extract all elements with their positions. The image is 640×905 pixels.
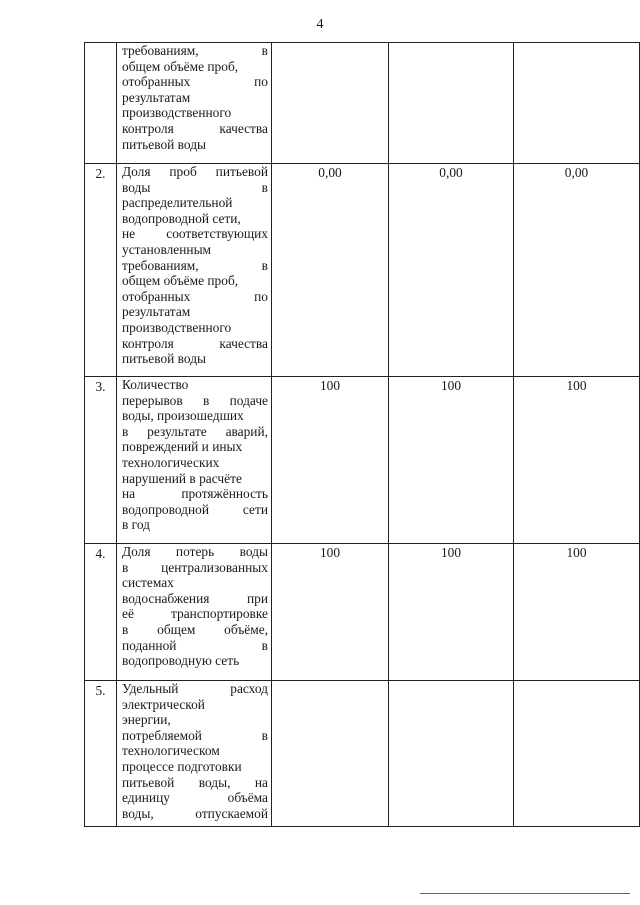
description-line [122, 591, 268, 607]
description-word: общем [157, 621, 196, 637]
description-word: подаче [229, 392, 268, 408]
row-number [85, 43, 117, 164]
description-line [122, 74, 268, 90]
description-word: транспортировке [171, 606, 268, 622]
description-word: при [246, 590, 268, 606]
description-line [122, 195, 268, 211]
indicator-table [84, 42, 640, 827]
description-word: на [254, 774, 268, 790]
table-row [85, 377, 640, 544]
description-word: водопроводной сети, [122, 210, 241, 226]
description-word: технологических [122, 454, 220, 470]
row-number: 4. [85, 544, 117, 681]
table-row [85, 681, 640, 827]
description-word: требованиям, [122, 43, 199, 58]
description-line [122, 606, 268, 622]
description-word: Доля [122, 164, 151, 179]
indicator-value: 0,00 [514, 164, 640, 377]
description-line [122, 502, 268, 518]
description-word: электрической [122, 696, 205, 712]
description-line [122, 393, 268, 409]
description-word: потерь [175, 544, 215, 559]
description-line [122, 775, 268, 791]
description-line [122, 544, 268, 560]
description-word: питьевой [215, 164, 268, 179]
description-word: в год [122, 517, 150, 533]
description-word: в [261, 257, 268, 273]
description-line [122, 790, 268, 806]
scan-artifact-line [420, 893, 630, 894]
description-word: результатам [122, 89, 191, 105]
row-number: 5. [85, 681, 117, 827]
indicator-value [514, 681, 640, 827]
description-line [122, 289, 268, 305]
description-word: воды, [198, 774, 231, 790]
description-word: аварий, [225, 423, 268, 439]
description-word: в [203, 392, 210, 408]
indicator-description [117, 164, 272, 377]
table-row [85, 164, 640, 377]
indicator-value [514, 43, 640, 164]
indicator-value: 100 [514, 544, 640, 681]
description-word: качества [219, 335, 268, 351]
description-word: общем объёме проб, [122, 58, 239, 74]
row-number: 3. [85, 377, 117, 544]
description-word: питьевой [122, 774, 175, 790]
description-line [122, 439, 268, 455]
description-word: нарушений в расчёте [122, 470, 242, 486]
description-word: сети [242, 501, 268, 517]
description-word: не [122, 226, 136, 242]
description-line [122, 164, 268, 180]
description-line [122, 408, 268, 424]
description-word: водопроводной [122, 501, 209, 517]
description-line [122, 242, 268, 258]
description-line [122, 304, 268, 320]
indicator-value: 100 [389, 544, 514, 681]
description-word: качества [219, 120, 268, 136]
description-word: отпускаемой [195, 805, 268, 821]
description-line [122, 622, 268, 638]
description-word: водопроводную сеть [122, 653, 240, 669]
description-line [122, 471, 268, 487]
description-word: единицу [122, 790, 170, 806]
indicator-value: 100 [272, 377, 389, 544]
description-word: в [261, 637, 268, 653]
description-line [122, 759, 268, 775]
table-row [85, 43, 640, 164]
description-word: общем объёме проб, [122, 273, 239, 289]
description-line [122, 90, 268, 106]
description-line [122, 743, 268, 759]
description-word: контроля [122, 335, 174, 351]
indicator-value [389, 43, 514, 164]
description-word: централизованных [161, 559, 268, 575]
description-line [122, 336, 268, 352]
description-word: питьевой воды [122, 136, 207, 152]
description-line [122, 105, 268, 121]
description-word: Доля [122, 544, 151, 559]
description-word: потребляемой [122, 727, 202, 743]
description-word: распределительной [122, 195, 233, 211]
description-line [122, 180, 268, 196]
description-word: объёма [227, 790, 268, 806]
description-word: воды [122, 179, 151, 195]
description-word: требованиям, [122, 257, 199, 273]
description-word: в [261, 727, 268, 743]
row-number: 2. [85, 164, 117, 377]
description-line [122, 424, 268, 440]
indicator-description [117, 377, 272, 544]
indicator-value [389, 681, 514, 827]
indicator-value: 100 [389, 377, 514, 544]
description-word: результатам [122, 304, 191, 320]
description-word: производственного [122, 105, 232, 121]
description-line [122, 575, 268, 591]
description-line [122, 137, 268, 153]
description-line [122, 258, 268, 274]
page-number: 4 [316, 17, 324, 32]
indicator-value: 100 [272, 544, 389, 681]
description-line [122, 560, 268, 576]
indicator-description [117, 681, 272, 827]
description-word: результате [147, 423, 207, 439]
indicator-description [117, 43, 272, 164]
description-line [122, 226, 268, 242]
description-word: Количество [122, 377, 189, 392]
description-line [122, 351, 268, 367]
description-word: протяжённость [181, 486, 268, 502]
description-line [122, 728, 268, 744]
description-word: процессе подготовки [122, 758, 242, 774]
description-word: установленным [122, 241, 212, 257]
description-word: на [122, 486, 136, 502]
description-word: технологическом [122, 743, 220, 759]
description-line [122, 211, 268, 227]
description-line [122, 59, 268, 75]
description-word: отобранных [122, 74, 191, 90]
description-word: в [261, 43, 268, 58]
description-word: воды, произошедших [122, 408, 244, 424]
description-line [122, 806, 268, 822]
description-word: расход [230, 681, 268, 696]
indicator-value [272, 43, 389, 164]
description-word: производственного [122, 319, 232, 335]
description-line [122, 517, 268, 533]
indicator-value [272, 681, 389, 827]
description-line [122, 320, 268, 336]
description-word: в [122, 559, 129, 575]
description-word: системах [122, 575, 174, 591]
description-word: энергии, [122, 712, 171, 728]
description-line [122, 43, 268, 59]
description-word: в [122, 621, 129, 637]
description-word: питьевой воды [122, 351, 207, 367]
indicator-value: 100 [514, 377, 640, 544]
description-word: проб [169, 164, 197, 179]
description-line [122, 697, 268, 713]
description-word: объёме, [224, 621, 268, 637]
description-word: повреждений и иных [122, 439, 243, 455]
description-line [122, 455, 268, 471]
description-word: контроля [122, 120, 174, 136]
table-row [85, 544, 640, 681]
indicator-value: 0,00 [389, 164, 514, 377]
description-word: поданной [122, 637, 177, 653]
description-word: её [122, 606, 134, 622]
description-word: в [261, 179, 268, 195]
description-line [122, 121, 268, 137]
description-word: водоснабжения [122, 590, 210, 606]
description-word: соответствующих [166, 226, 268, 242]
description-word: перерывов [122, 392, 183, 408]
description-word: воды, [122, 805, 154, 821]
description-line [122, 377, 268, 393]
description-line [122, 638, 268, 654]
indicator-value: 0,00 [272, 164, 389, 377]
description-word: по [254, 288, 268, 304]
description-word: воды [239, 544, 268, 559]
description-line [122, 681, 268, 697]
description-word: Удельный [122, 681, 179, 696]
description-line [122, 653, 268, 669]
description-word: отобранных [122, 288, 191, 304]
indicator-description [117, 544, 272, 681]
description-word: по [254, 74, 268, 90]
description-line [122, 486, 268, 502]
description-line [122, 273, 268, 289]
description-word: в [122, 423, 129, 439]
description-line [122, 712, 268, 728]
